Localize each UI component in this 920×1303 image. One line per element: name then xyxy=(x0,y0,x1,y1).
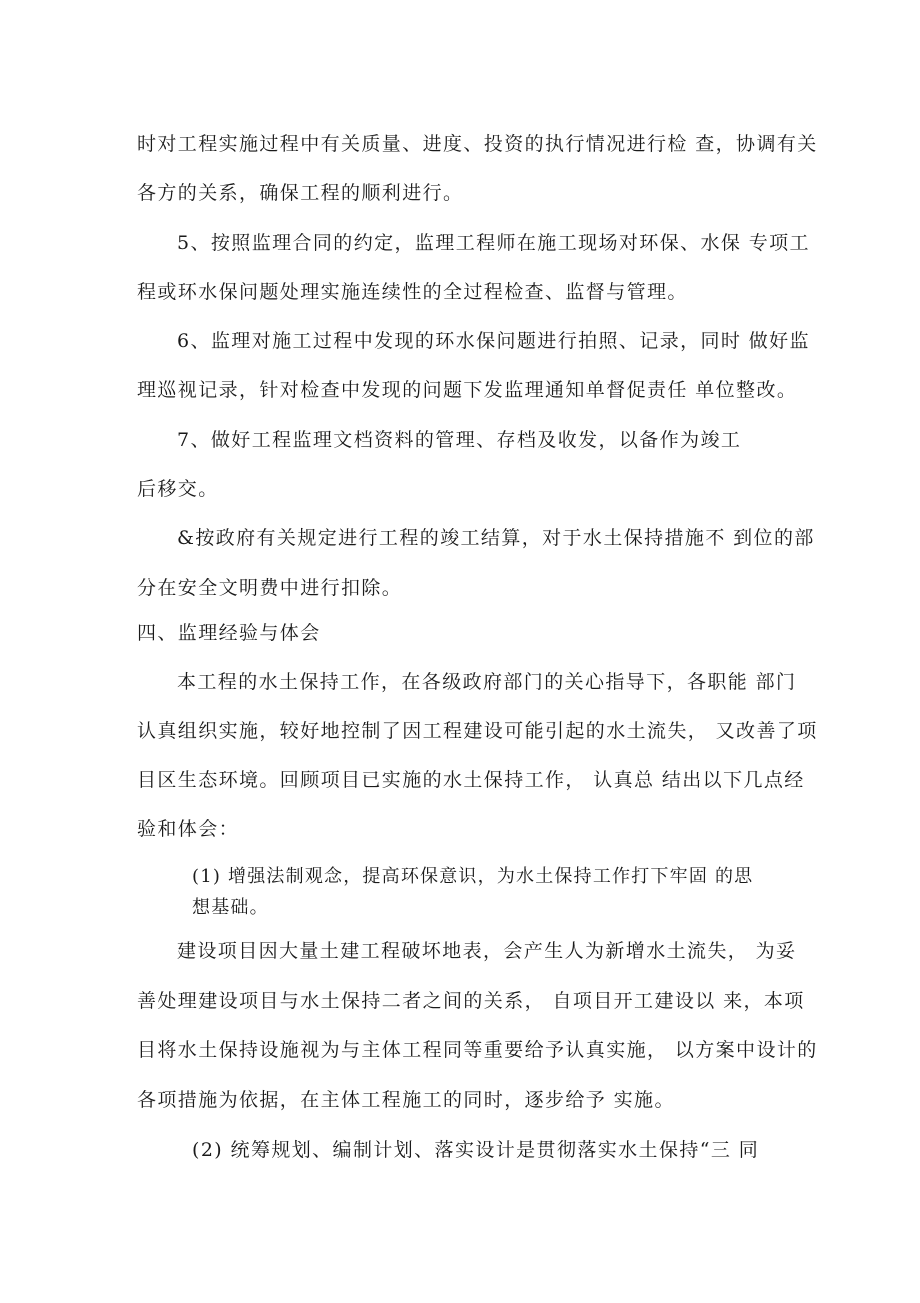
paragraph-line: 善处理建设项目与水土保持二者之间的关系， 自项目开工建设以 来，本项 xyxy=(137,990,805,1012)
paragraph-line: 分在安全文明费中进行扣除。 xyxy=(137,577,403,599)
paragraph-line: 目将水土保持设施视为与主体工程同等重要给予认真实施， 以方案中设计的 xyxy=(137,1039,818,1061)
section-heading: 四、监理经验与体会 xyxy=(137,622,321,644)
paragraph-line: 验和体会： xyxy=(137,818,240,840)
paragraph-line: 理巡视记录，针对检查中发现的问题下发监理通知单督促责任 单位整改。 xyxy=(137,379,798,401)
paragraph-line: 5、按照监理合同的约定，监理工程师在施工现场对环保、水保 专项工 xyxy=(177,232,810,254)
list-item-line: 想基础。 xyxy=(192,897,269,918)
paragraph-line: 后移交。 xyxy=(137,478,219,500)
paragraph-line: 建设项目因大量土建工程破坏地表，会产生人为新增水土流失， 为妥 xyxy=(177,940,797,962)
paragraph-line: 时对工程实施过程中有关质量、进度、投资的执行情况进行检 查，协调有关 xyxy=(137,133,818,155)
list-item-line: (2) 统筹规划、编制计划、落实设计是贯彻落实水土保持“三 同 xyxy=(192,1139,760,1161)
paragraph-line: &按政府有关规定进行工程的竣工结算，对于水土保持措施不 到位的部 xyxy=(177,527,815,549)
paragraph-line: 程或环水保问题处理实施连续性的全过程检查、监督与管理。 xyxy=(137,281,688,303)
paragraph-line: 本工程的水土保持工作，在各级政府部门的关心指导下，各职能 部门 xyxy=(177,671,797,693)
list-item-line: (1) 增强法制观念，提高环保意识，为水土保持工作打下牢固 的思 xyxy=(192,866,754,887)
paragraph-line: 6、监理对施工过程中发现的环水保问题进行拍照、记录，同时 做好监 xyxy=(177,330,810,352)
paragraph-line: 各项措施为依据，在主体工程施工的同时，逐步给予 实施。 xyxy=(137,1089,675,1111)
paragraph-line: 目区生态环境。回顾项目已实施的水土保持工作， 认真总 结出以下几点经 xyxy=(137,769,805,791)
paragraph-line: 7、做好工程监理文档资料的管理、存档及收发，以备作为竣工 xyxy=(177,429,742,451)
paragraph-line: 认真组织实施，较好地控制了因工程建设可能引起的水土流失， 又改善了项 xyxy=(137,720,818,742)
paragraph-line: 各方的关系，确保工程的顺利进行。 xyxy=(137,182,464,204)
